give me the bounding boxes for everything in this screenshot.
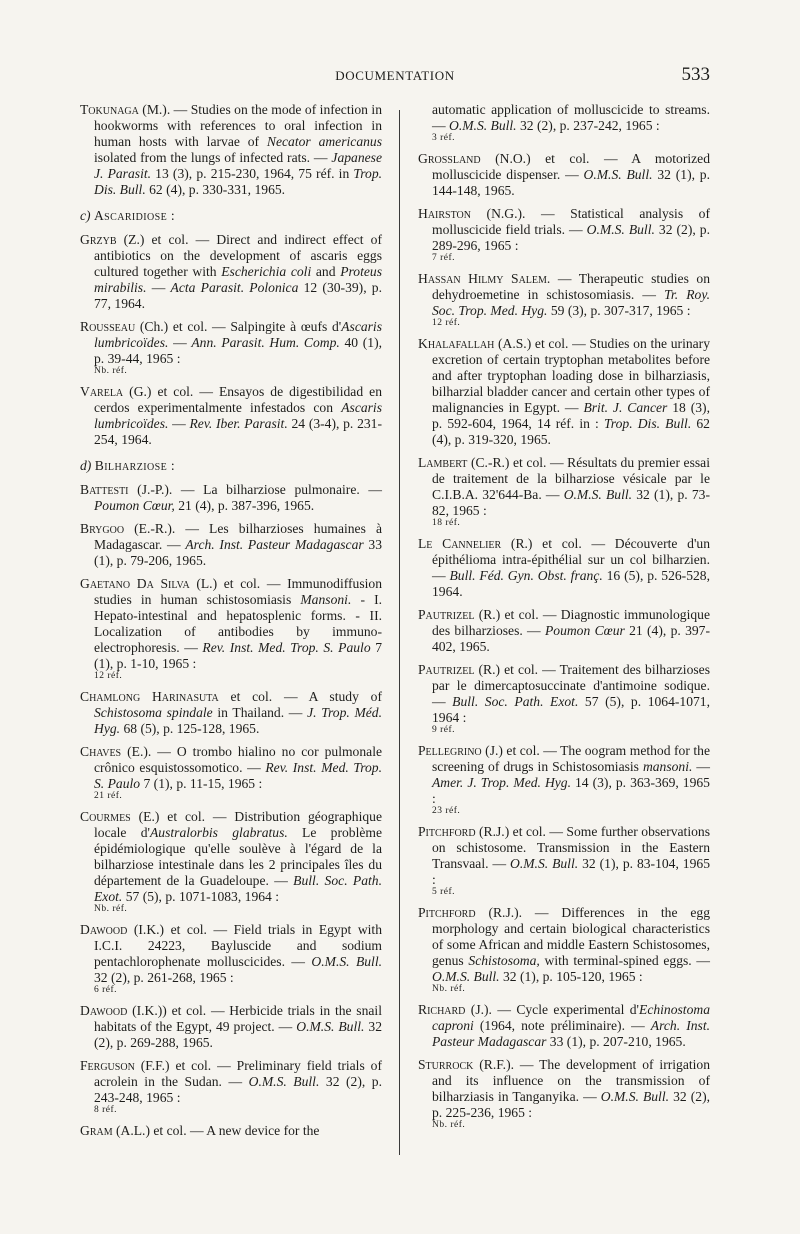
entry-italic-text: Schistosoma, xyxy=(468,953,540,968)
reference-count: 5 réf. xyxy=(432,887,456,897)
entry-text: (R.J.). — Differences in the egg morphology and certain biological characteristics of some African and middle Eastern Schistosomes, genus xyxy=(432,905,710,968)
page-number: 533 xyxy=(681,64,710,85)
entry-author: Sturrock xyxy=(418,1057,474,1072)
entry-italic-text: Rev. Iber. Parasit. xyxy=(189,416,288,431)
entry-text: 33 (1), p. 79-206, 1965. xyxy=(94,537,382,568)
bibliography-entry xyxy=(80,809,382,915)
bibliography-entry xyxy=(80,1003,382,1051)
bibliography-entry xyxy=(418,824,710,898)
entry-text: isolated from the lungs of infected rats. — xyxy=(94,150,332,165)
bibliography-entry xyxy=(80,319,382,377)
entry-italic-text: Schistosoma spindale xyxy=(94,705,213,720)
entry-author: Grzyb xyxy=(80,232,117,247)
bibliography-entry xyxy=(80,384,382,448)
reference-count: 8 réf. xyxy=(94,1105,118,1115)
entry-text: (N.G.). — Statistical analysis of molluscicide field trials. — xyxy=(432,206,710,237)
reference-count: 21 réf. xyxy=(94,791,123,801)
reference-count: Nb. réf. xyxy=(94,366,128,376)
entry-italic-text: Poumon Cœur, xyxy=(94,498,175,513)
entry-italic-text: Mansoni. xyxy=(300,592,352,607)
entry-author: Chaves xyxy=(80,744,122,759)
entry-text: (N.O.) et col. — A motorized molluscicide dispenser. — xyxy=(432,151,710,182)
entry-text: 32 (1), p. 73-82, 1965 : xyxy=(432,487,710,518)
entry-text: (J.) et col. — The oogram method for the screening of drugs in Schistosomiasis xyxy=(432,743,710,774)
bibliography-entry xyxy=(80,689,382,737)
entry-author: Pautrizel xyxy=(418,662,475,677)
entry-text: 7 (1), p. 1-10, 1965 : xyxy=(94,640,382,671)
entry-text: 7 (1), p. 11-15, 1965 : xyxy=(140,776,263,791)
entry-text: . — Therapeutic studies on dehydroemetine in schistosomiasis. — xyxy=(432,271,710,302)
reference-count: 6 réf. xyxy=(94,985,118,995)
entry-text: - I. Hepato-intestinal and hepatosplenic forms. - II. Localization of antibodies by immuno-electrophoresis. — xyxy=(94,592,383,655)
entry-italic-text: Proteus mirabilis. xyxy=(94,264,382,295)
entry-italic-text: O.M.S. Bull. xyxy=(449,118,517,133)
entry-text: (A.S.) et col. — Studies on the urinary excretion of certain tryptophan metabolites before and after tryptophan loading dose in bilharziasis, bilharzial bladder cancer and certain other types of malignancies in Egypt. — xyxy=(432,336,710,415)
entry-italic-text: Bull. Féd. Gyn. Obst. franç. xyxy=(449,568,603,583)
entry-text: (F.F.) et col. — Preliminary field trials of acrolein in the Sudan. — xyxy=(94,1058,382,1089)
entry-author: Courmes xyxy=(80,809,131,824)
bibliography-entry xyxy=(80,521,382,569)
entry-author: Brygoo xyxy=(80,521,125,536)
reference-count: 12 réf. xyxy=(432,318,461,328)
entry-text: — xyxy=(692,759,710,774)
entry-italic-text: Bull. Soc. Path. Exot. xyxy=(94,873,382,904)
entry-text: 32 (1), p. 105-120, 1965 : xyxy=(499,969,643,984)
entry-text: 21 (4), p. 387-396, 1965. xyxy=(174,498,315,513)
entry-author: Dawood xyxy=(80,922,128,937)
section-name: Bilharziose : xyxy=(94,458,176,473)
reference-count: 18 réf. xyxy=(432,518,461,528)
entry-italic-text: Escherichia coli xyxy=(221,264,312,279)
entry-author: Pellegrino xyxy=(418,743,482,758)
reference-count: 3 réf. xyxy=(432,133,456,143)
entry-text: (E.) et col. — Distribution géographique locale d' xyxy=(94,809,382,840)
entry-author: Battesti xyxy=(80,482,129,497)
entry-author: Gaetano Da Silva xyxy=(80,576,190,591)
entry-text: 57 (5), p. 1071-1083, 1964 : xyxy=(122,889,280,904)
entry-author: Hassan Hilmy Salem xyxy=(418,271,547,286)
section-heading xyxy=(80,458,382,474)
entry-italic-text: Acta Parasit. Polonica xyxy=(170,280,299,295)
entry-text: 32 (2), p. 225-236, 1965 : xyxy=(432,1089,711,1120)
entry-text: (J.-P.). — La bilharziose pulmonaire. — xyxy=(128,482,382,497)
entry-italic-text: Echinostoma caproni xyxy=(432,1002,710,1033)
entry-italic-text: Rev. Inst. Med. Trop. S. Paulo xyxy=(94,760,382,791)
entry-italic-text: Arch. Inst. Pasteur Madagascar xyxy=(185,537,364,552)
bibliography-entry xyxy=(418,1057,710,1131)
entry-text: and xyxy=(311,264,341,279)
entry-text: 32 (1), p. 144-148, 1965. xyxy=(432,167,711,198)
entry-italic-text: O.M.S. Bull. xyxy=(296,1019,365,1034)
entry-author: Pitchford xyxy=(418,824,476,839)
bibliography-entry xyxy=(418,455,710,529)
entry-text: (R.) et col. — Traitement des bilharzioses par le dimercaptosuccinate d'antimoine sodique. — xyxy=(432,662,710,709)
entry-text: (L.) et col. — Immunodiffusion studies in human schistosomiasis xyxy=(94,576,382,607)
bibliography-entry xyxy=(80,744,382,802)
entry-text: 14 (3), p. 363-369, 1965 : xyxy=(432,775,710,806)
entry-author: Lambert xyxy=(418,455,468,470)
entry-italic-text: O.M.S. Bull. xyxy=(311,954,382,969)
entry-italic-text: Bull. Soc. Path. Exot. xyxy=(452,694,579,709)
entry-italic-text: Necator americanus xyxy=(266,134,382,149)
entry-text: (M.). — Studies on the mode of infection in hookworms with references to oral infection in human hosts with larvae of xyxy=(94,102,382,149)
entry-text: (R.) et col. — Diagnostic immunologique des bilharzioses. — xyxy=(432,607,710,638)
entry-italic-text: Amer. J. Trop. Med. Hyg. xyxy=(432,775,571,790)
reference-count: Nb. réf. xyxy=(432,984,466,994)
entry-italic-text: O.M.S. Bull. xyxy=(586,222,655,237)
entry-text: 68 (5), p. 125-128, 1965. xyxy=(120,721,260,736)
entry-text: 40 (1), p. 39-44, 1965 : xyxy=(94,335,383,366)
entry-author: Le Cannelier xyxy=(418,536,502,551)
bibliography-entry xyxy=(418,336,710,448)
entry-italic-text: Trop. Dis. Bull. xyxy=(94,166,383,197)
entry-text: (Z.) et col. — Direct and indirect effect of antibiotics on the development of ascaris eggs cultured together with xyxy=(94,232,382,279)
bibliography-entry xyxy=(80,576,382,682)
entry-author: Grossland xyxy=(418,151,481,166)
bibliography-entry xyxy=(418,743,710,817)
entry-text: (I.K.)) et col. — Herbicide trials in the snail habitats of the Egypt, 49 project. — xyxy=(94,1003,382,1034)
bibliography-entry xyxy=(80,1058,382,1116)
entry-italic-text: O.M.S. Bull. xyxy=(583,167,653,182)
running-title: DOCUMENTATION xyxy=(335,68,455,83)
entry-italic-text: Japanese J. Parasit. xyxy=(94,150,382,181)
entry-text: (I.K.) et col. — Field trials in Egypt with I.C.I. 24223, Bayluscide and sodium pentachlorophenate molluscicides. — xyxy=(94,922,382,969)
entry-italic-text: Ascaris lumbricoïdes. xyxy=(94,400,382,431)
entry-author: Rousseau xyxy=(80,319,136,334)
entry-text: (E.-R.). — Les bilharzioses humaines à Madagascar. — xyxy=(94,521,382,552)
entry-text: — xyxy=(168,335,192,350)
bibliography-entry xyxy=(418,607,710,655)
section-label: c) xyxy=(80,208,91,223)
entry-author: Varela xyxy=(80,384,124,399)
entry-italic-text: Arch. Inst. Pasteur Madagascar xyxy=(432,1018,710,1049)
bibliography-entry xyxy=(418,662,710,736)
entry-text: 33 (1), p. 207-210, 1965. xyxy=(546,1034,686,1049)
entry-italic-text: Tr. Roy. Soc. Trop. Med. Hyg. xyxy=(432,287,710,318)
entry-text: (G.) et col. — Ensayos de digestibilidad en cerdos experimentalmente infestados con xyxy=(94,384,382,415)
entry-author: Ferguson xyxy=(80,1058,135,1073)
entry-italic-text: Ascaris lumbricoïdes. xyxy=(94,319,382,350)
bibliography-entry xyxy=(418,206,710,264)
entry-text: 32 (2), p. 243-248, 1965 : xyxy=(94,1074,383,1105)
entry-text: 32 (1), p. 83-104, 1965 : xyxy=(432,856,710,887)
entry-text: (R.) et col. — Découverte d'un épithélioma intra-épithélial sur un col bilharzien. — xyxy=(432,536,710,583)
bibliography-entry xyxy=(418,536,710,600)
entry-italic-text: O.M.S. Bull. xyxy=(510,856,579,871)
section-name: Ascaridiose : xyxy=(93,208,176,223)
entry-author: Tokunaga xyxy=(80,102,139,117)
entry-text: (J.). — Cycle experimental d' xyxy=(465,1002,640,1017)
reference-count: Nb. réf. xyxy=(94,904,128,914)
reference-count: Nb. réf. xyxy=(432,1120,466,1130)
entry-text: 13 (3), p. 215-230, 1964, 75 réf. in xyxy=(151,166,354,181)
entry-text: — xyxy=(168,416,190,431)
entry-author: Pautrizel xyxy=(418,607,475,622)
entry-text: 32 (2), p. 261-268, 1965 : xyxy=(94,970,234,985)
entry-italic-text: O.M.S. Bull. xyxy=(563,487,633,502)
bibliography-entry xyxy=(80,102,382,198)
entry-italic-text: mansoni. xyxy=(642,759,693,774)
entry-text: (R.F.). — The development of irrigation and its influence on the transmission of bilharziasis in Tanganyika. — xyxy=(432,1057,710,1104)
entry-text: 62 (4), p. 330-331, 1965. xyxy=(145,182,286,197)
entry-author: Dawood xyxy=(80,1003,128,1018)
entry-text: 18 (3), p. 592-604, 1964, 14 réf. in : xyxy=(432,400,710,431)
entry-author: Chamlong Harinasuta xyxy=(80,689,219,704)
entry-author: Gram xyxy=(80,1123,113,1138)
entry-text: automatic application of molluscicide to streams. — xyxy=(432,102,710,133)
bibliography-entry xyxy=(80,482,382,514)
entry-italic-text: O.M.S. Bull. xyxy=(248,1074,320,1089)
entry-text: 32 (2), p. 289-296, 1965 : xyxy=(432,222,710,253)
entry-text: (E.). — O trombo hialino no cor pulmonale crônico esquistossomotico. — xyxy=(94,744,382,775)
reference-count: 12 réf. xyxy=(94,671,123,681)
entry-author: Hairston xyxy=(418,206,471,221)
entry-text: 12 (30-39), p. 77, 1964. xyxy=(94,280,382,311)
entry-text: 32 (2), p. 269-288, 1965. xyxy=(94,1019,382,1050)
bibliography-entry xyxy=(418,102,710,144)
entry-italic-text: Australorbis glabratus. xyxy=(149,825,288,840)
entry-author: Richard xyxy=(418,1002,466,1017)
entry-text: in Thailand. — xyxy=(212,705,308,720)
entry-text: — xyxy=(146,280,171,295)
entry-italic-text: Brit. J. Cancer xyxy=(583,400,668,415)
entry-text: 32 (2), p. 237-242, 1965 : xyxy=(516,118,660,133)
bibliography-entry xyxy=(80,1123,382,1139)
entry-italic-text: O.M.S. Bull. xyxy=(600,1089,670,1104)
reference-count: 7 réf. xyxy=(432,253,456,263)
entry-author: Khalafallah xyxy=(418,336,495,351)
right-column xyxy=(418,102,710,1138)
entry-text: (Ch.) et col. — Salpingite à œufs d' xyxy=(135,319,342,334)
column-divider xyxy=(399,110,400,1155)
entry-italic-text: J. Trop. Méd. Hyg. xyxy=(94,705,383,736)
bibliography-entry xyxy=(418,905,710,995)
page-header xyxy=(80,64,710,88)
entry-text: 24 (3-4), p. 231-254, 1964. xyxy=(94,416,382,447)
entry-italic-text: O.M.S. Bull. xyxy=(432,969,500,984)
entry-author: Pitchford xyxy=(418,905,476,920)
reference-count: 23 réf. xyxy=(432,806,461,816)
entry-text: (C.-R.) et col. — Résultats du premier essai de traitement de la bilharziose vésicale par le C.I.B.A. 32'644-Ba. — xyxy=(432,455,710,502)
entry-text: 16 (5), p. 526-528, 1964. xyxy=(432,568,710,599)
reference-count: 9 réf. xyxy=(432,725,456,735)
entry-italic-text: Trop. Dis. Bull. xyxy=(604,416,692,431)
entry-italic-text: Rev. Inst. Med. Trop. S. Paulo xyxy=(202,640,371,655)
entry-italic-text: Poumon Cœur xyxy=(544,623,625,638)
entry-text: (1964, note préliminaire). — xyxy=(473,1018,651,1033)
entry-text: 21 (4), p. 397-402, 1965. xyxy=(432,623,710,654)
bibliography-entry xyxy=(418,1002,710,1050)
entry-text: (R.J.) et col. — Some further observations on schistosome. Transmission in the Eastern Transvaal. — xyxy=(432,824,710,871)
bibliography-entry xyxy=(418,271,710,329)
bibliography-entry xyxy=(418,151,710,199)
section-label: d) xyxy=(80,458,92,473)
entry-text: et col. — A study of xyxy=(218,689,382,704)
bibliography-entry xyxy=(80,922,382,996)
entry-text: 59 (3), p. 307-317, 1965 : xyxy=(547,303,691,318)
entry-italic-text: Ann. Parasit. Hum. Comp. xyxy=(191,335,340,350)
entry-text: 57 (5), p. 1064-1071, 1964 : xyxy=(432,694,710,725)
entry-text: Le problème épidémiologique qu'elle soulève à l'égard de la bilharziose intestinale dans les 2 principales îles du département de la Guadeloupe. — xyxy=(94,825,382,888)
entry-text: (A.L.) et col. — A new device for the xyxy=(112,1123,320,1138)
bibliography-entry xyxy=(80,232,382,312)
section-heading xyxy=(80,208,382,224)
entry-text: with terminal-spined eggs. — xyxy=(539,953,710,968)
entry-text: 62 (4), p. 319-320, 1965. xyxy=(432,416,710,447)
left-column xyxy=(80,102,382,1146)
